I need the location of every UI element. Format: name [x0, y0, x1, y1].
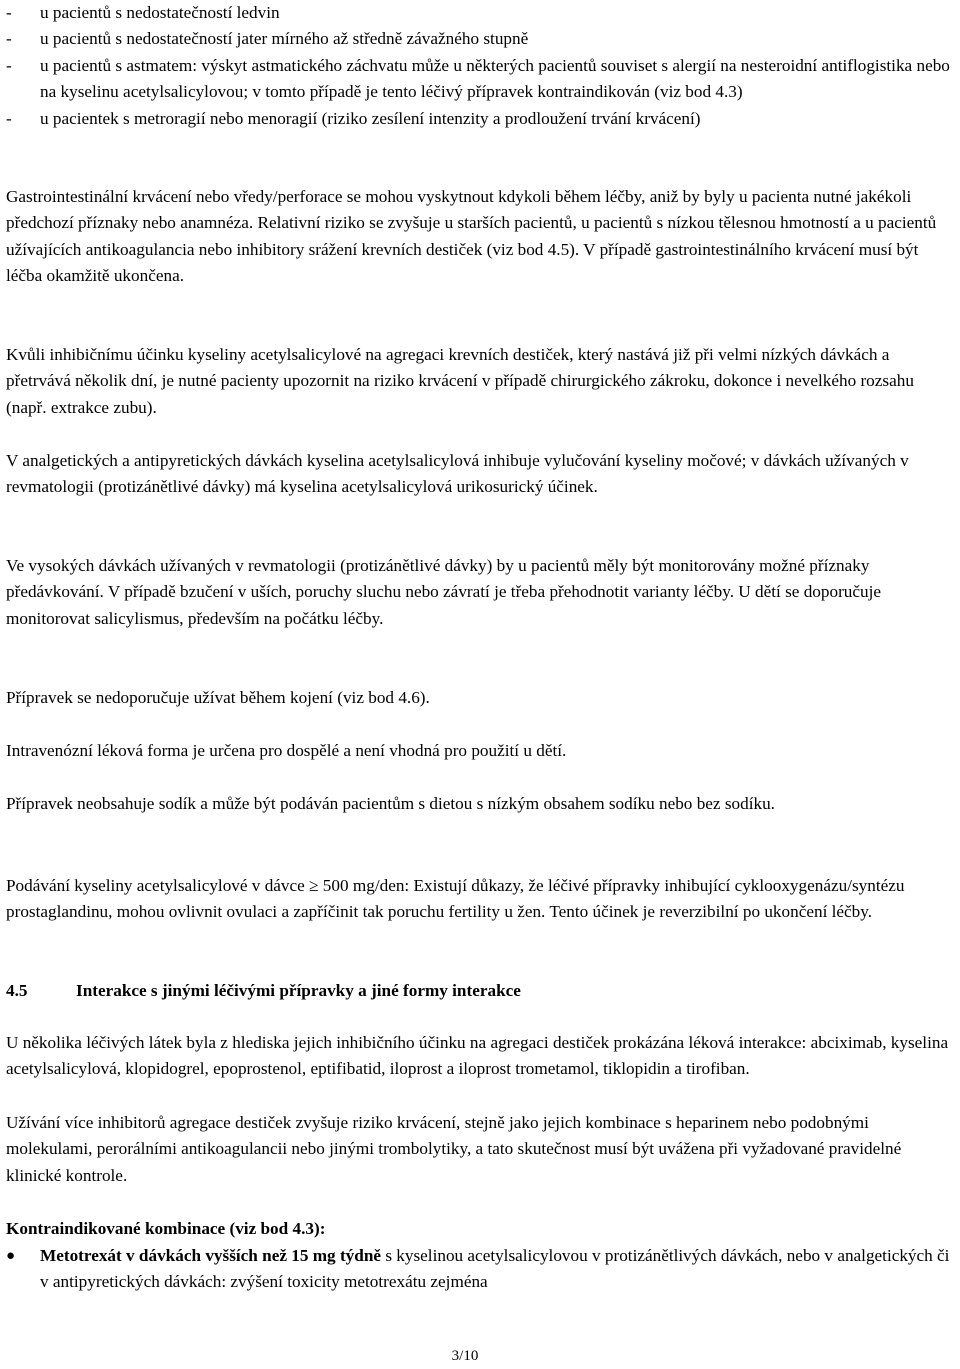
paragraph-sodium: Přípravek neobsahuje sodík a může být podáván pacientům s dietou s nízkým obsahem sodíku nebo bez sodíku. — [6, 794, 775, 813]
dash-marker: - — [6, 108, 12, 128]
bullet-text — [40, 1243, 956, 1296]
dash-marker: - — [6, 29, 12, 49]
paragraph-overdose-monitoring: Ve vysokých dávkách užívaných v revmatologii (protizánětlivé dávky) by u pacientů měly být monitorovány možné příznaky předávkování. V případě bzučení v uších, poruchy sluchu nebo závratí je třeba přehodnotit varianty léčby. U dětí se doporučuje monitorovat salicylismus, především na počátku léčby. — [6, 556, 882, 628]
section-title: Interakce s jinými léčivými přípravky a jiné formy interakce — [76, 981, 521, 1000]
list-item-text: u pacientů s nedostatečností ledvin — [40, 3, 280, 22]
paragraph-breastfeeding: Přípravek se nedoporučuje užívat během kojení (viz bod 4.6). — [6, 688, 430, 707]
dash-marker: - — [6, 3, 12, 22]
paragraph-surgery-bleeding-risk: Kvůli inhibičnímu účinku kyseliny acetylsalicylové na agregaci krevních destiček, který nastává již při velmi nízkých dávkách a přetrvává několik dní, je nutné pacienty upozornit na riziko krvácení v případě chirurgického zákroku, dokonce i nevelkého rozsahu (např. extrakce zubu). — [6, 345, 914, 417]
list-item-text: u pacientů s nedostatečností jater mírného až středně závažného stupně — [40, 29, 529, 49]
section-heading — [6, 978, 521, 1004]
list-item — [6, 26, 956, 52]
bullet-plain-text: s kyselinou acetylsalicylovou v protizánětlivých dávkách, nebo v analgetických či v antipyretických dávkách: zvýšení toxicity metotrexátu zejména — [40, 1246, 950, 1292]
paragraph-gi-bleeding: Gastrointestinální krvácení nebo vředy/perforace se mohou vyskytnout kdykoli během léčby, aniž by byly u pacienta nutné jakékoli předchozí příznaky nebo anamnéza. Relativní riziko se zvyšuje u starších pacientů, u pacientů s nízkou tělesnou hmotností a u pacientů užívajících antikoagulancia nebo inhibitory srážení krevních destiček (viz bod 4.5). V případě gastrointestinálního krvácení musí být léčba okamžitě ukončena. — [6, 187, 937, 286]
paragraph-platelet-interaction: U několika léčivých látek byla z hlediska jejich inhibičního účinku na agregaci destiček prokázána léková interakce: abciximab, kyselina acetylsalicylová, klopidogrel, epoprostenol, eptifibatid, iloprost a iloprost trometamol, tiklopidin a tirofiban. — [6, 1033, 949, 1079]
bullet-marker: ● — [6, 1248, 16, 1264]
list-item-text: u pacientů s astmatem: výskyt astmatického záchvatu může u některých pacientů souviset s alergií na nesteroidní antiflogistika nebo na kyselinu acetylsalicylovou; v tomto případě je tento léčivý přípravek kontraindikován (viz bod 4.3) — [40, 55, 950, 102]
section-number: 4.5 — [6, 981, 28, 1000]
list-item — [6, 0, 956, 26]
list-item — [6, 53, 956, 106]
paragraph-uric-acid: V analgetických a antipyretických dávkách kyselina acetylsalicylová inhibuje vylučování kyseliny močové; v dávkách užívaných v revmatologii (protizánětlivé dávky) má kyselina acetylsalicylová urikosurický účinek. — [6, 451, 909, 497]
paragraph-combination-risk: Užívání více inhibitorů agregace destiček zvyšuje riziko krvácení, stejně jako jejich kombinace s heparinem nebo podobnými molekulami, perorálními antikoagulancii nebo jinými trombolytiky, a tato skutečnost musí být uvážena při vyžadované pravidelné klinické kontrole. — [6, 1113, 902, 1185]
contraindicated-heading: Kontraindikované kombinace (viz bod 4.3): — [6, 1219, 326, 1238]
paragraph-iv-form: Intravenózní léková forma je určena pro dospělé a není vhodná pro použití u dětí. — [6, 741, 567, 760]
list-item-text: u pacientek s metroragií nebo menoragií (riziko zesílení intenzity a prodloužení trvání krvácení) — [40, 108, 701, 128]
precaution-list — [6, 0, 956, 132]
page-number: 3/10 — [451, 1348, 479, 1364]
dash-marker: - — [6, 55, 12, 75]
list-item — [6, 106, 956, 132]
list-item — [6, 1243, 956, 1296]
bullet-bold-text: Metotrexát v dávkách vyšších než 15 mg týdně — [40, 1246, 382, 1265]
paragraph-fertility: Podávání kyseliny acetylsalicylové v dávce ≥ 500 mg/den: Existují důkazy, že léčivé přípravky inhibující cyklooxygenázu/syntézu prostaglandinu, mohou ovlivnit ovulaci a zapříčinit tak poruchu fertility u žen. Tento účinek je reverzibilní po ukončení léčby. — [6, 876, 905, 922]
